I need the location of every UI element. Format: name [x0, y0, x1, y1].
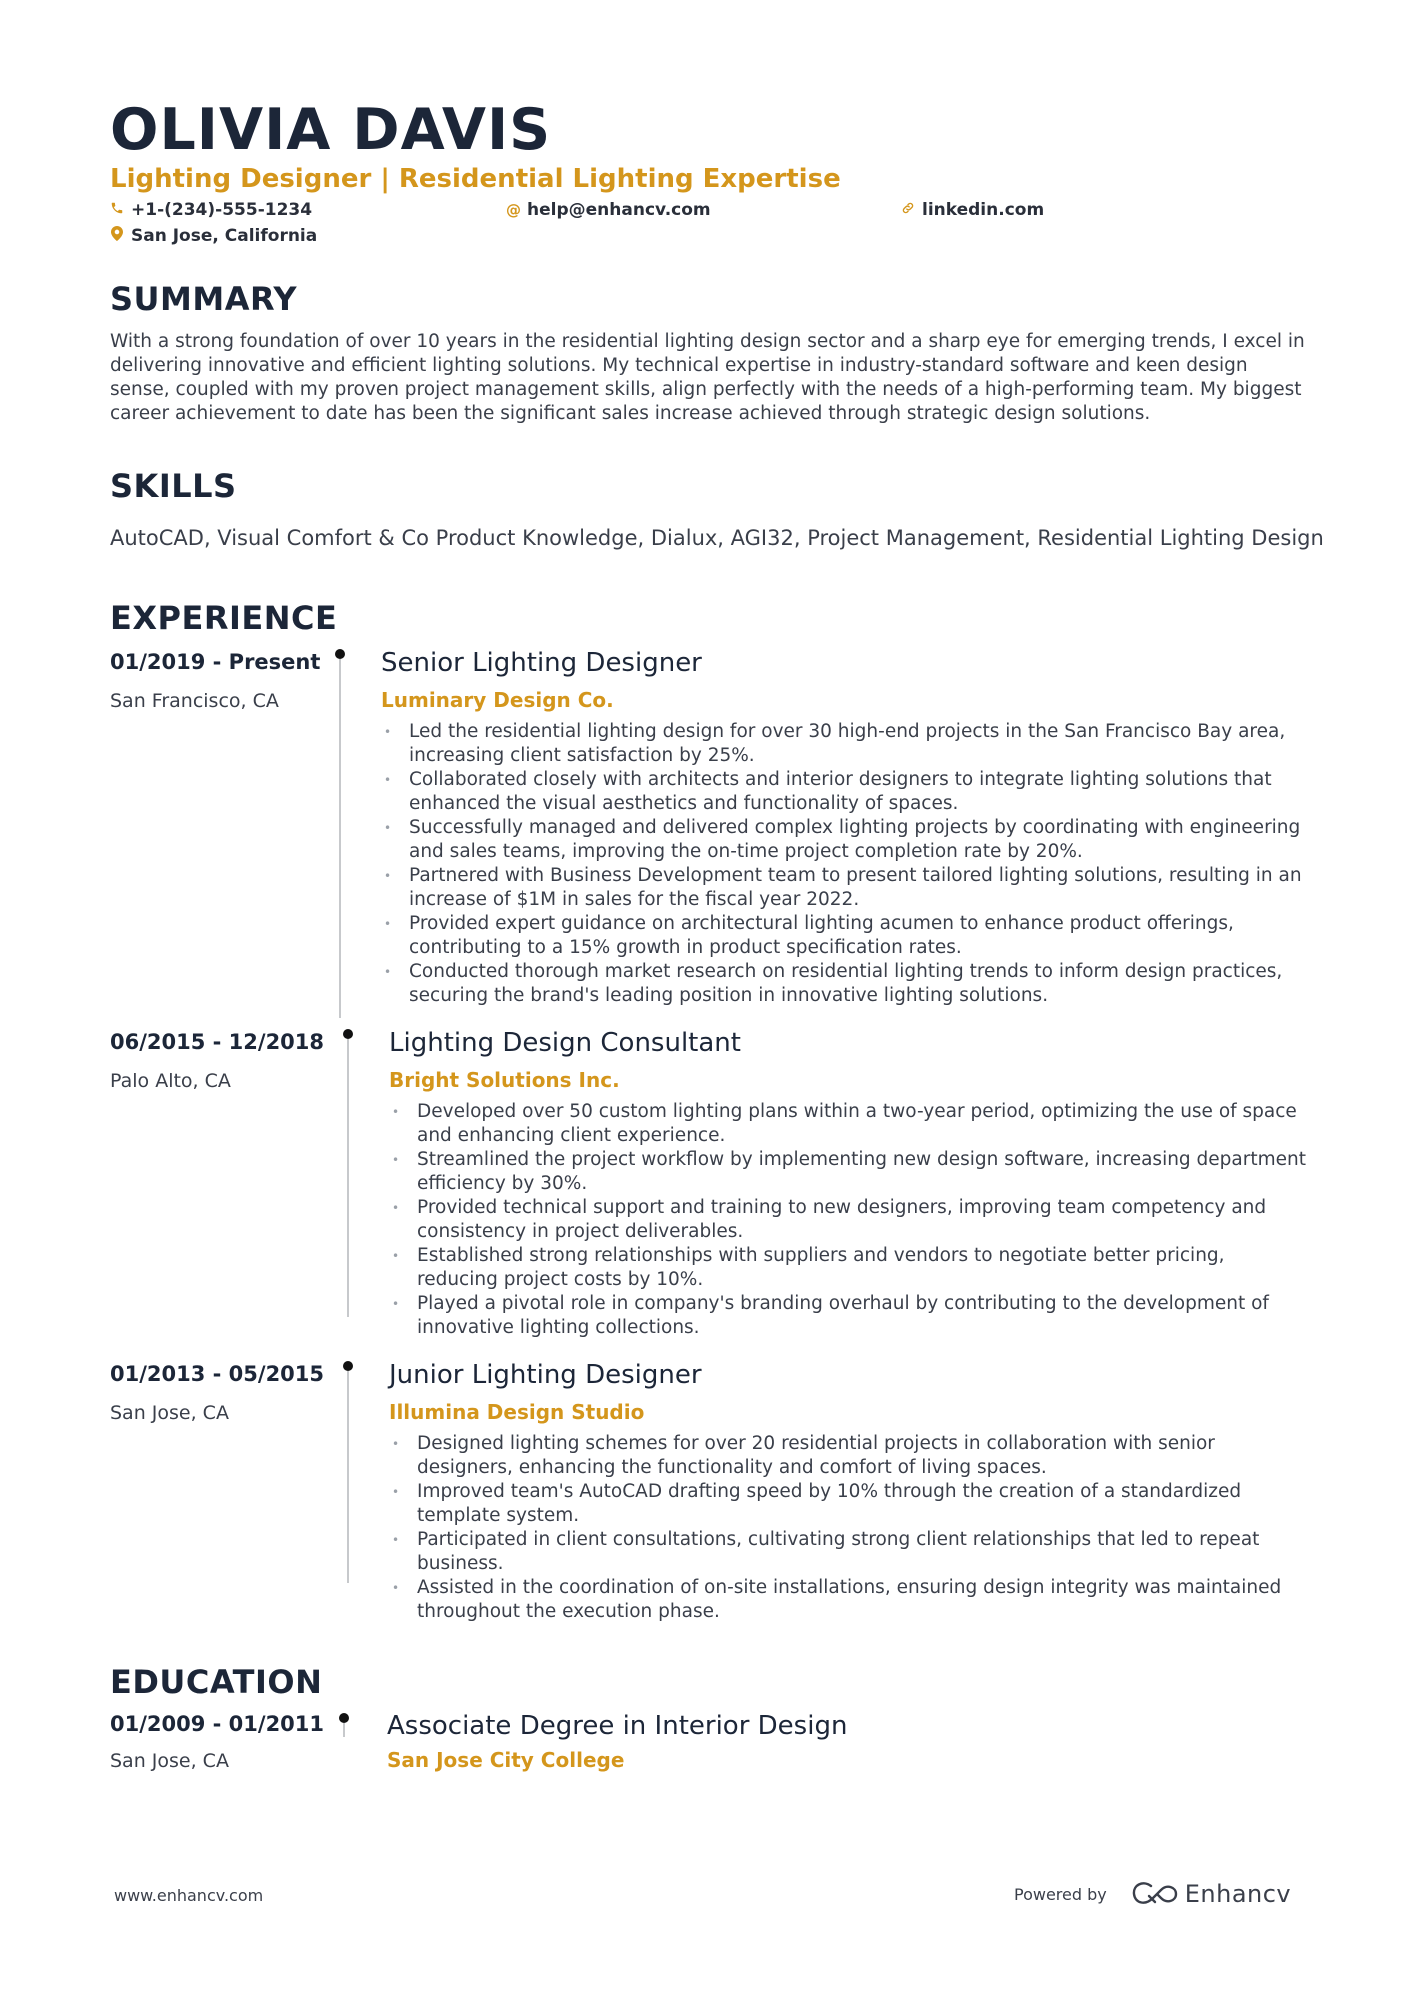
candidate-headline: Lighting Designer | Residential Lighting Expertise [110, 164, 841, 194]
summary-text: With a strong foundation of over 10 years in the residential lighting design sector and a sharp eye for emerging trends, I excel in delivering innovative and efficient lighting solutions. My technical expertise in industry-standard software and keen design sense, coupled with my proven project management skills, align perfectly with the needs of a high-performing team. My biggest career achievement to date has been the significant sales increase achieved through strategic design solutions. [110, 331, 1305, 424]
list-item: • Improved team's AutoCAD drafting speed by 10% through the creation of a standardized template system. [389, 1480, 1311, 1528]
linkedin-text[interactable]: linkedin.com [922, 200, 1045, 220]
list-item: • Established strong relationships with suppliers and vendors to negotiate better pricing, reducing project costs by 10%. [389, 1244, 1311, 1292]
timeline-dot [343, 1029, 353, 1039]
contact-linkedin[interactable] [901, 199, 1044, 221]
job-location: San Jose, CA [110, 1402, 229, 1424]
candidate-name: OLIVIA DAVIS [110, 97, 552, 163]
phone-icon [110, 199, 124, 221]
list-item: • Led the residential lighting design for over 30 high-end projects in the San Francisco Bay area, increasing client satisfaction by 25%. [381, 720, 1311, 768]
job-location: Palo Alto, CA [110, 1070, 231, 1092]
list-item: • Developed over 50 custom lighting plans within a two-year period, optimizing the use of space and enhancing client experience. [389, 1100, 1311, 1148]
timeline-line [339, 659, 341, 1018]
timeline-line [343, 1723, 345, 1737]
location-text: San Jose, California [131, 226, 318, 246]
enhancv-logo-icon [1131, 1881, 1179, 1907]
list-item: • Designed lighting schemes for over 20 residential projects in collaboration with senior designers, enhancing the functionality and comfort of living spaces. [389, 1432, 1311, 1480]
enhancv-logo [1131, 1880, 1291, 1908]
list-item: • Played a pivotal role in company's branding overhaul by contributing to the development of innovative lighting collections. [389, 1292, 1311, 1340]
list-item: • Provided technical support and training to new designers, improving team competency and consistency in project deliverables. [389, 1196, 1311, 1244]
job-company: Bright Solutions Inc. [389, 1068, 620, 1092]
job-bullets [389, 1100, 1311, 1340]
at-icon: @ [506, 201, 521, 219]
skills-heading: SKILLS [110, 467, 237, 505]
job-title: Senior Lighting Designer [381, 648, 702, 678]
job-company: Illumina Design Studio [389, 1400, 645, 1424]
job-dates: 06/2015 - 12/2018 [110, 1030, 325, 1054]
education-degree: Associate Degree in Interior Design [387, 1711, 848, 1741]
education-heading: EDUCATION [110, 1663, 323, 1701]
email-text[interactable]: help@enhancv.com [527, 200, 711, 220]
timeline-dot [343, 1361, 353, 1371]
list-item: • Partnered with Business Development team to present tailored lighting solutions, resulting in an increase of $1M in sales for the fiscal year 2022. [381, 864, 1311, 912]
job-title: Lighting Design Consultant [389, 1028, 741, 1058]
job-dates: 01/2019 - Present [110, 650, 321, 674]
list-item: • Collaborated closely with architects and interior designers to integrate lighting solutions that enhanced the visual aesthetics and functionality of spaces. [381, 768, 1311, 816]
footer-website[interactable]: www.enhancv.com [114, 1886, 264, 1905]
list-item: • Provided expert guidance on architectural lighting acumen to enhance product offerings, contributing to a 15% growth in product specification rates. [381, 912, 1311, 960]
education-location: San Jose, CA [110, 1750, 229, 1772]
footer-branding [1014, 1880, 1291, 1908]
contact-email[interactable] [506, 199, 711, 221]
education-school: San Jose City College [387, 1748, 625, 1772]
job-bullets [389, 1432, 1311, 1624]
job-company: Luminary Design Co. [381, 688, 614, 712]
job-dates: 01/2013 - 05/2015 [110, 1362, 325, 1386]
job-location: San Francisco, CA [110, 690, 279, 712]
experience-heading: EXPERIENCE [110, 599, 338, 637]
job-title: Junior Lighting Designer [389, 1360, 702, 1390]
education-dates: 01/2009 - 01/2011 [110, 1712, 325, 1736]
timeline-line [347, 1371, 349, 1583]
timeline-dot [335, 649, 345, 659]
job-bullets [381, 720, 1311, 1008]
phone-text: +1-(234)-555-1234 [131, 200, 313, 220]
list-item: • Successfully managed and delivered complex lighting projects by coordinating with engineering and sales teams, improving the on-time project completion rate by 20%. [381, 816, 1311, 864]
summary-heading: SUMMARY [110, 280, 298, 318]
skills-text: AutoCAD, Visual Comfort & Co Product Knowledge, Dialux, AGI32, Project Management, Residential Lighting Design [110, 526, 1324, 550]
list-item: • Conducted thorough market research on residential lighting trends to inform design practices, securing the brand's leading position in innovative lighting solutions. [381, 960, 1311, 1008]
timeline-dot [339, 1713, 349, 1723]
contact-phone [110, 199, 312, 221]
contact-location [110, 225, 317, 247]
list-item: • Participated in client consultations, cultivating strong client relationships that led to repeat business. [389, 1528, 1311, 1576]
link-icon [901, 199, 915, 221]
list-item: • Streamlined the project workflow by implementing new design software, increasing department efficiency by 30%. [389, 1148, 1311, 1196]
enhancv-wordmark: Enhancv [1184, 1880, 1292, 1908]
location-pin-icon [110, 225, 124, 247]
powered-by-text: Powered by [1014, 1884, 1107, 1904]
list-item: • Assisted in the coordination of on-site installations, ensuring design integrity was maintained throughout the execution phase. [389, 1576, 1311, 1624]
timeline-line [347, 1039, 349, 1317]
